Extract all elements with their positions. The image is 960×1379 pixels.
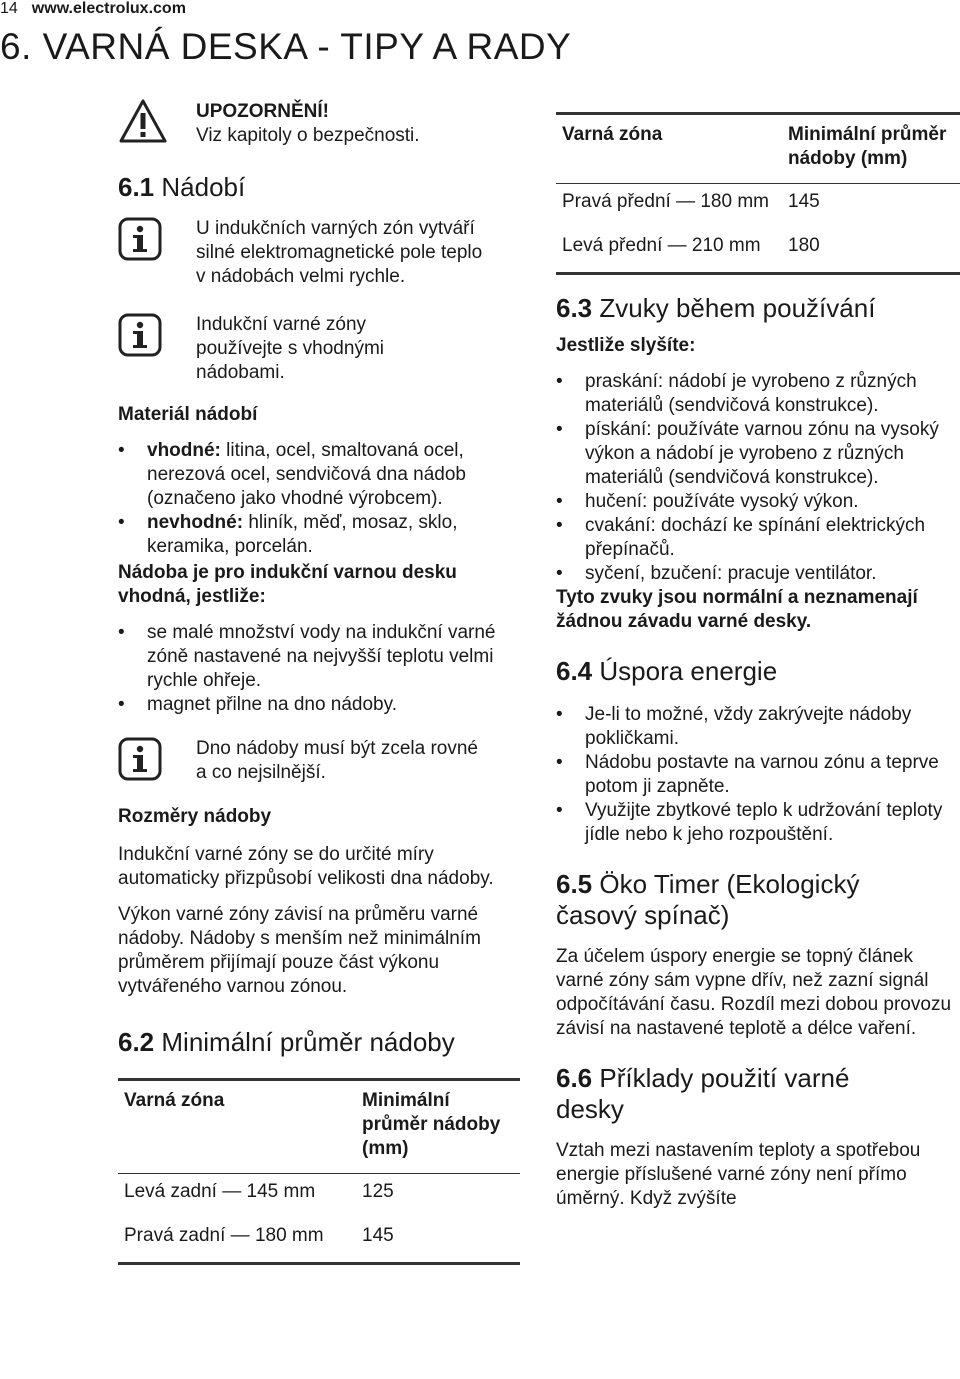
info-text: U indukčních varných zón vytváří silné elektromagnetické pole teplo v nádobách velmi rychle. (196, 218, 483, 287)
min-diameter-table-front (556, 112, 960, 275)
section-title: Zvuky během používání (599, 293, 876, 323)
section-6-6-heading (556, 1063, 916, 1125)
table-header-row (118, 1080, 520, 1174)
zone-cell: Levá přední — 210 mm (562, 235, 761, 256)
zone-cell: Pravá přední — 180 mm (562, 191, 769, 212)
list-item: • syčení, bzučení: pracuje ventilátor. (556, 562, 951, 586)
dimensions-paragraph-1: Indukční varné zóny se do určité míry automaticky přizpůsobí velikosti dna nádoby. (118, 844, 494, 889)
column-header: Varná zóna (562, 124, 663, 145)
list-item: • magnet přilne na dno nádoby. (118, 693, 498, 717)
dimensions-paragraph-2: Výkon varné zóny závisí na průměru varné nádoby. Nádoby s menším než minimálním průměrem přijímají pouze část výkonu vytvářeného varnou zónou. (118, 904, 481, 997)
dimensions-heading: Rozměry nádoby (118, 806, 272, 827)
min-cell: 125 (362, 1181, 394, 1202)
section-number: 6.6 (556, 1063, 593, 1093)
section-6-2-heading (118, 1027, 520, 1058)
info-text: Indukční varné zóny používejte s vhodnými nádobami. (196, 314, 384, 383)
section-6-4-heading (556, 656, 960, 687)
info-note-2 (118, 313, 520, 385)
section-number: 6.5 (556, 869, 593, 899)
section-6-1-heading (118, 172, 520, 203)
warning-heading: UPOZORNĚNÍ! (196, 101, 329, 122)
min-diameter-table-rear (118, 1078, 520, 1265)
section-title: Příklady použití varné desky (556, 1063, 850, 1124)
warning-icon (118, 98, 168, 144)
min-cell: 145 (362, 1225, 394, 1246)
page-number: 14 (0, 0, 18, 17)
section-title: Öko Timer (Ekologický časový spínač) (556, 869, 860, 930)
page-header (0, 0, 186, 18)
list-item: • Nádobu postavte na varnou zónu a teprve potom ji zapněte. (556, 751, 951, 799)
table-row (118, 1218, 520, 1264)
warning-box (0, 98, 520, 148)
warning-text: Viz kapitoly o bezpečnosti. (196, 125, 420, 146)
section-number: 6.2 (118, 1027, 155, 1057)
list-item: • pískání: používáte varnou zónu na vysoký výkon a nádobí je vyrobeno z různých materiálů (sendvičová konstrukce). (556, 418, 951, 490)
chapter-title: 6. VARNÁ DESKA - TIPY A RADY (0, 26, 572, 67)
suitable-heading: Nádoba je pro indukční varnou desku vhodná, jestliže: (118, 562, 457, 607)
ecotimer-paragraph: Za účelem úspory energie se topný článek varné zóny sám vypne dřív, než zazní signál odpočítávání času. Rozdíl mezi dobou provozu závisí na nastavené teplotě a délce vaření. (556, 946, 952, 1039)
right-column (556, 112, 960, 1211)
suitable-list (118, 621, 498, 717)
list-item: • Využijte zbytkové teplo k udržování teploty jídle nebo k jeho rozpouštění. (556, 799, 951, 847)
min-cell: 180 (788, 235, 820, 256)
info-icon (118, 737, 162, 781)
material-list (118, 439, 520, 559)
website-link[interactable]: www.electrolux.com (31, 0, 186, 17)
min-cell: 145 (788, 191, 820, 212)
zone-cell: Levá zadní — 145 mm (124, 1181, 316, 1202)
list-item: • Je-li to možné, vždy zakrývejte nádoby pokličkami. (556, 703, 951, 751)
section-6-5-heading (556, 869, 936, 931)
sounds-note: Tyto zvuky jsou normální a neznamenají žádnou závadu varné desky. (556, 587, 918, 632)
table-header-row (556, 114, 960, 184)
section-6-3-heading (556, 293, 960, 324)
list-item: • hučení: používáte vysoký výkon. (556, 490, 951, 514)
section-number: 6.1 (118, 172, 155, 202)
list-item: • se malé množství vody na indukční varné zóně nastavené na nejvyšší teplotu velmi rychle ohřeje. (118, 621, 498, 693)
energy-list (556, 703, 951, 847)
examples-paragraph: Vztah mezi nastavením teploty a spotřebou energie příslušené varné zóny není přímo úměrný. Když zvýšíte (556, 1140, 921, 1209)
info-note-3 (118, 737, 520, 785)
table-row (556, 184, 960, 229)
section-number: 6.4 (556, 656, 593, 686)
sounds-list (556, 370, 951, 586)
section-title: Minimální průměr nádoby (161, 1027, 455, 1057)
table-row (556, 228, 960, 274)
section-title: Nádobí (161, 172, 246, 202)
material-heading: Materiál nádobí (118, 404, 258, 425)
list-item: • nevhodné: hliník, měď, mosaz, sklo, keramika, porcelán. (118, 511, 520, 559)
section-number: 6.3 (556, 293, 593, 323)
info-icon (118, 217, 162, 261)
info-note-1 (118, 217, 520, 289)
section-title: Úspora energie (599, 656, 778, 686)
info-icon (118, 313, 162, 357)
list-item: • cvakání: dochází ke spínání elektrických přepínačů. (556, 514, 951, 562)
left-column (118, 98, 520, 1265)
list-item: • vhodné: litina, ocel, smaltovaná ocel, nerezová ocel, sendvičová dna nádob (označeno jako vhodné výrobcem). (118, 439, 520, 511)
column-header: Minimální průměr nádoby (mm) (362, 1090, 501, 1159)
column-header: Minimální průměr nádoby (mm) (788, 124, 947, 169)
info-text: Dno nádoby musí být zcela rovné a co nejsilnější. (196, 738, 478, 783)
column-header: Varná zóna (124, 1090, 225, 1111)
list-item: • praskání: nádobí je vyrobeno z různých materiálů (sendvičová konstrukce). (556, 370, 951, 418)
sounds-lead: Jestliže slyšíte: (556, 335, 696, 356)
table-row (118, 1174, 520, 1219)
zone-cell: Pravá zadní — 180 mm (124, 1225, 324, 1246)
